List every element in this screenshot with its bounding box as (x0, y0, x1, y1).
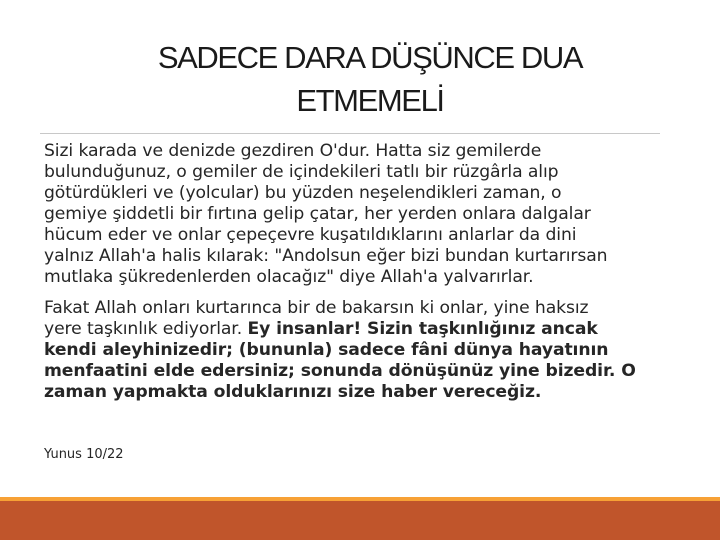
verse-reference: Yunus 10/22 (44, 447, 124, 462)
text-line: götürdükleri ve (yolcular) bu yüzden neşelendikleri zaman, o (44, 183, 562, 203)
text-normal: yere taşkınlık ediyorlar. (44, 319, 248, 339)
title-line-1: SADECE DARA DÜŞÜNCE DUA (157, 40, 583, 75)
text-line-emphasis: menfaatini elde edersiniz; sonunda dönüşünüz yine bizedir. O (44, 361, 636, 381)
text-line: Sizi karada ve denizde gezdiren O'dur. Hatta siz gemilerde (44, 141, 542, 161)
text-line: gemiye şiddetli bir fırtına gelip çatar, her yerden onlara dalgalar (44, 204, 591, 224)
text-emphasis: Ey insanlar! Sizin taşkınlığınız ancak (247, 319, 598, 339)
text-line-mixed (44, 319, 676, 340)
text-line: Fakat Allah onları kurtarınca bir de bakarsın ki onlar, yine haksız (44, 298, 589, 318)
slide-body (44, 141, 676, 413)
slide-title (80, 36, 660, 122)
text-line: hücum eder ve onlar çepeçevre kuşatıldıklarını anlarlar da dini (44, 225, 577, 245)
title-line-2: ETMEMELİ (296, 83, 444, 118)
text-line-emphasis: zaman yapmakta olduklarınızı size haber vereceğiz. (44, 382, 542, 402)
text-line: mutlaka şükredenlerden olacağız" diye Allah'a yalvarırlar. (44, 267, 534, 287)
title-divider (40, 133, 660, 134)
paragraph-1 (44, 141, 676, 288)
paragraph-2 (44, 298, 676, 403)
text-line-emphasis: kendi aleyhinizedir; (bununla) sadece fâni dünya hayatının (44, 340, 609, 360)
text-line: yalnız Allah'a halis kılarak: "Andolsun eğer bizi bundan kurtarırsan (44, 246, 608, 266)
footer-accent-band (0, 501, 720, 540)
text-line: bulunduğunuz, o gemiler de içindekileri tatlı bir rüzgârla alıp (44, 162, 559, 182)
